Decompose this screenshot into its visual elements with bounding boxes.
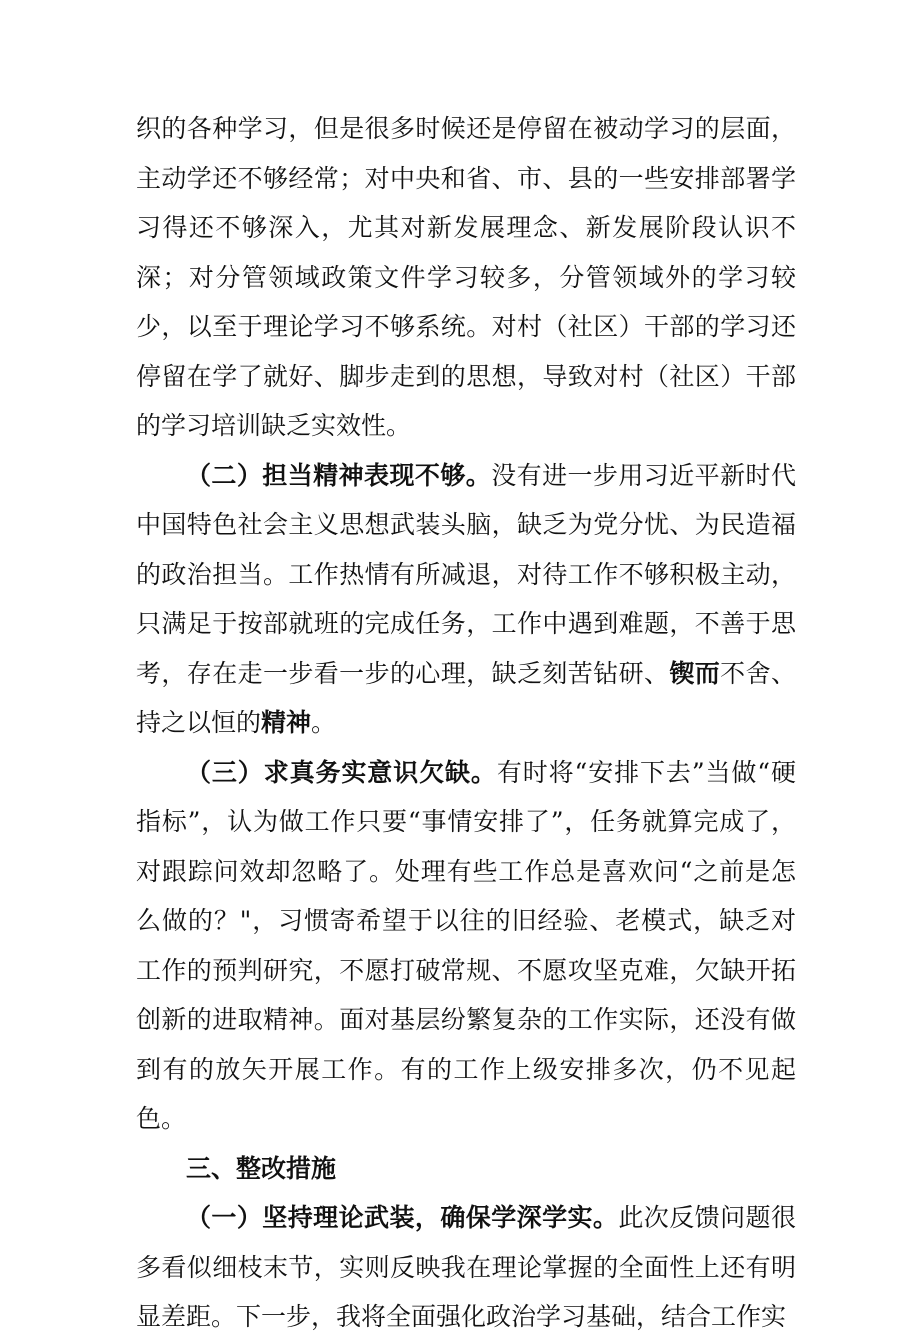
paragraph-text: 不舍、持之以恒的 bbox=[136, 658, 796, 737]
paragraph-text: 织的各种学习，但是很多时候还是停留在被动学习的层面，主动学还不够经常；对中央和省、市、县的一些安排部署学习得还不够深入，尤其对新发展理念、新发展阶段认识不深；对分管领域政策文件学习较多，分管领域外的学习较少，以至于理论学习不够系统。对村（社区）干部的学习还停留在学了就好、脚步走到的思想，导致对村（社区）干部的学习培训缺乏实效性。 bbox=[136, 114, 796, 440]
emphasis-text: 精神 bbox=[261, 708, 312, 737]
paragraph-responsibility bbox=[136, 451, 796, 748]
paragraph-study-issues bbox=[136, 104, 796, 451]
paragraph-text: 。 bbox=[311, 708, 337, 737]
paragraph-text: 此次反馈问题很多看似细枝末节，实则反映我在理论掌握的全面性上还有明显差距。下一步，我将全面强化政治学习基础，结合工作实 bbox=[136, 1203, 796, 1331]
paragraph-theory bbox=[136, 1193, 796, 1342]
paragraph-text: 没有进一步用习近平新时代中国特色社会主义思想武装头脑，缺乏为党分忧、为民造福的政治担当。工作热情有所减退，对待工作不够积极主动，只满足于按部就班的完成任务，工作中遇到难题，不善于思考，存在走一步看一步的心理，缺乏刻苦钻研、 bbox=[136, 460, 796, 688]
paragraph-pragmatism bbox=[136, 748, 796, 1144]
paragraph-lead: （三）求真务实意识欠缺。 bbox=[186, 757, 497, 787]
document-body bbox=[136, 104, 796, 1342]
paragraph-text: 有时将“安排下去”当做“硬指标”，认为做工作只要“事情安排了”，任务就算完成了，对跟踪问效却忽略了。处理有些工作总是喜欢问“之前是怎么做的？"，习惯寄希望于以往的旧经验、老模式，缺乏对工作的预判研究，不愿打破常规、不愿攻坚克难，欠缺开拓创新的进取精神。面对基层纷繁复杂的工作实际，还没有做到有的放矢开展工作。有的工作上级安排多次，仍不见起色。 bbox=[136, 757, 796, 1133]
paragraph-lead: （一）坚持理论武装，确保学深学实。 bbox=[186, 1203, 619, 1232]
paragraph-lead: （二）担当精神表现不够。 bbox=[186, 460, 492, 490]
emphasis-text: 锲而 bbox=[669, 658, 721, 688]
section-heading: 三、整改措施 bbox=[186, 1153, 337, 1183]
